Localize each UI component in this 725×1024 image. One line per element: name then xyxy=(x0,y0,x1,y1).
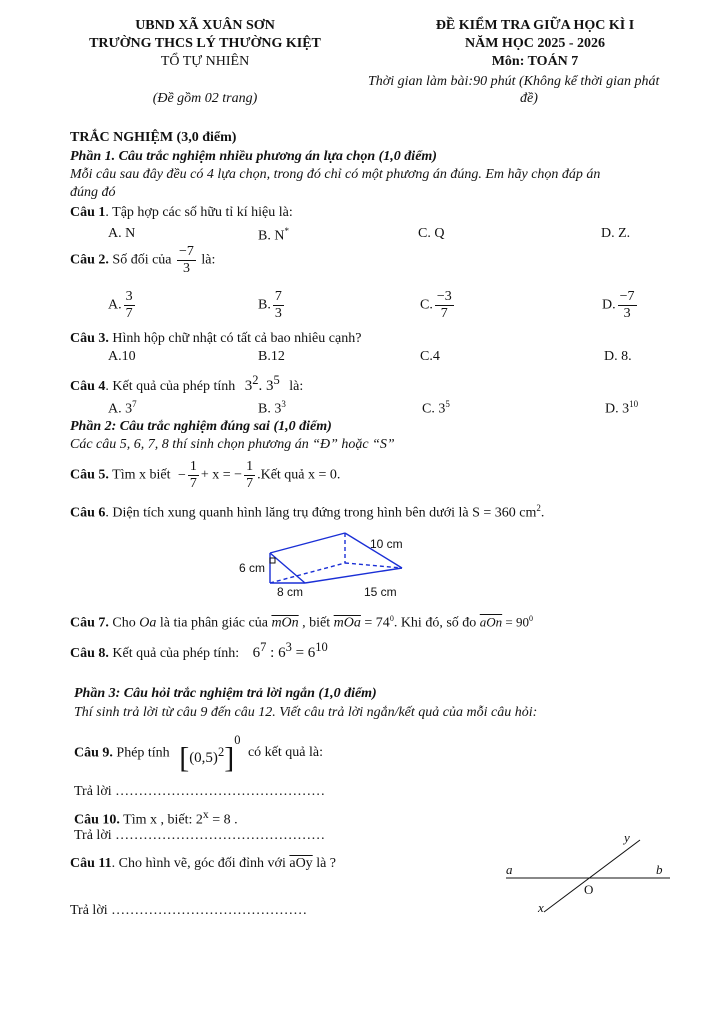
header-district: UBND XÃ XUÂN SƠN xyxy=(135,18,275,33)
q9-exp-inner: 2 xyxy=(217,745,225,759)
q5-label: Câu 5. xyxy=(70,467,109,483)
q2-option-c[interactable] xyxy=(420,289,456,322)
prism-label-15: 15 cm xyxy=(364,585,397,599)
q2-b-num: 7 xyxy=(274,289,282,304)
q2-c-letter: C. xyxy=(420,297,433,313)
label-x: x xyxy=(538,900,544,915)
question-8 xyxy=(70,640,328,662)
q2-a-letter: A. xyxy=(108,297,122,313)
intersecting-lines-figure xyxy=(500,828,675,920)
q5-d2: 7 xyxy=(246,476,254,491)
q4-option-c[interactable] xyxy=(422,399,450,418)
q4-exp1: 2 xyxy=(252,373,259,387)
exam-title: ĐỀ KIỂM TRA GIỮA HỌC KÌ I xyxy=(435,18,635,33)
question-10 xyxy=(74,808,238,829)
part1-title: Phần 1. Câu trắc nghiệm nhiều phương án lựa chọn (1,0 điểm) xyxy=(70,149,437,164)
q1-text: . Tập hợp các số hữu tỉ kí hiệu là: xyxy=(105,205,293,220)
label-o: O xyxy=(584,882,594,897)
prism-hidden-edge xyxy=(345,563,402,568)
q3-option-b[interactable]: B.12 xyxy=(258,349,285,364)
prism-hidden-edge xyxy=(270,563,345,583)
q4-base1: 3 xyxy=(244,378,253,394)
q1-option-c[interactable]: C. Q xyxy=(418,226,445,241)
q7-angle-mon: $\overline{mOn}$ xyxy=(271,615,299,631)
q6-exp: 2 xyxy=(536,503,541,513)
q9-expression xyxy=(179,733,240,774)
q5-tail: .Kết quả x = 0. xyxy=(257,467,341,483)
q7-angle-aon: $\overline{aOn}$ xyxy=(479,614,503,630)
q8-eq: = 6 xyxy=(291,645,316,661)
q2-a-frac xyxy=(124,289,135,322)
q2-frac-num: −7 xyxy=(179,244,194,259)
part2-instr: Các câu 5, 6, 7, 8 thí sinh chọn phương án “Đ” hoặc “S” xyxy=(70,437,395,452)
q5-frac1 xyxy=(188,459,199,492)
q11-label: Câu 11 xyxy=(70,856,112,871)
q2-c-den: 7 xyxy=(440,306,448,321)
time-line-2: đề) xyxy=(520,91,538,106)
q4-base2: . 3 xyxy=(258,378,274,394)
q11-angle: $\overline{aOy}$ xyxy=(289,856,313,871)
q3-text: Hình hộp chữ nhật có tất cả bao nhiêu cạnh? xyxy=(108,331,362,346)
prism-label-6: 6 cm xyxy=(239,561,266,575)
q11-tail: là ? xyxy=(312,856,337,871)
q4-a-text: A. 3 xyxy=(108,401,133,417)
q2-d-letter: D. xyxy=(602,297,616,313)
q9-tail: có kết quả là: xyxy=(247,745,323,761)
q4-expression xyxy=(244,373,280,394)
q5-d1: 7 xyxy=(189,476,197,491)
q7-text4: . Khi đó, số đo xyxy=(393,615,480,631)
q8-label: Câu 8. xyxy=(70,646,109,661)
q8-e1: 7 xyxy=(260,640,267,654)
question-5 xyxy=(70,459,340,492)
q5-minus: − xyxy=(177,467,186,483)
part1-instr-2: đúng đó xyxy=(70,185,116,200)
q8-e3: 10 xyxy=(315,640,328,654)
header-school: TRƯỜNG THCS LÝ THƯỜNG KIỆT xyxy=(89,36,321,51)
part1-instr-1: Mỗi câu sau đây đều có 4 lựa chọn, trong đó chỉ có một phương án đúng. Em hãy chọn đáp án xyxy=(70,167,601,182)
prism-label-10: 10 cm xyxy=(370,537,403,551)
question-2 xyxy=(70,244,215,277)
q2-option-a[interactable] xyxy=(108,289,137,322)
q4-a-exp: 7 xyxy=(132,399,137,409)
part3-instr: Thí sinh trả lời từ câu 9 đến câu 12. Viết câu trả lời ngắn/kết quả của mỗi câu hỏi: xyxy=(74,705,538,720)
q1-option-b-text: B. N xyxy=(258,228,285,244)
q7-label: Câu 7. xyxy=(70,615,109,631)
q6-tail: . xyxy=(540,505,545,521)
question-9 xyxy=(74,733,323,773)
q4-option-b[interactable] xyxy=(258,399,286,418)
question-4 xyxy=(70,373,303,395)
q9-label: Câu 9. xyxy=(74,745,113,761)
q3-label: Câu 3. xyxy=(70,331,109,346)
q4-option-d[interactable] xyxy=(605,399,638,418)
q4-b-text: B. 3 xyxy=(258,401,282,417)
prism-label-8: 8 cm xyxy=(277,585,304,599)
q2-b-letter: B. xyxy=(258,297,271,313)
question-11 xyxy=(70,856,336,872)
q7-text3: , biết xyxy=(298,615,334,631)
question-3 xyxy=(70,331,361,347)
school-year: NĂM HỌC 2025 - 2026 xyxy=(465,36,605,51)
q9-exp-outer: 0 xyxy=(234,733,241,747)
q8-op: : 6 xyxy=(266,645,286,661)
q2-a-num: 3 xyxy=(125,289,133,304)
time-line-1: Thời gian làm bài:90 phút (Không kể thời gian phát xyxy=(368,74,660,89)
q9-open-bracket: [ xyxy=(179,741,190,775)
q4-b-exp: 3 xyxy=(281,399,286,409)
q10-label: Câu 10. xyxy=(74,812,120,828)
q2-fraction xyxy=(177,244,196,277)
answer-line-q11[interactable]: Trả lời …………………………………… xyxy=(70,903,308,918)
q1-option-a[interactable]: A. N xyxy=(108,226,136,241)
part2-title: Phần 2: Câu trắc nghiệm đúng sai (1,0 điểm) xyxy=(70,419,332,434)
q4-d-text: D. 3 xyxy=(605,401,630,417)
q5-n1: 1 xyxy=(189,459,197,474)
q2-c-num: −3 xyxy=(436,289,452,304)
q4-c-text: C. 3 xyxy=(422,401,446,417)
q4-d-exp: 10 xyxy=(629,399,639,409)
q9-text: Phép tính xyxy=(112,745,170,761)
q7-oa: Oa xyxy=(139,615,157,631)
q8-text: Kết quả của phép tính: xyxy=(108,646,240,661)
q2-tail: là: xyxy=(201,252,216,268)
q2-b-den: 3 xyxy=(274,306,282,321)
right-angle-mark xyxy=(270,558,275,563)
q2-text: Số đối của xyxy=(108,252,172,268)
label-a: a xyxy=(506,862,513,877)
q3-option-d[interactable]: D. 8. xyxy=(604,349,632,364)
q7-text2: là tia phân giác của xyxy=(156,615,272,631)
line-xy xyxy=(544,840,640,912)
answer-line-q9[interactable]: Trả lời ……………………………………… xyxy=(74,784,326,799)
q4-option-a[interactable] xyxy=(108,399,137,418)
q5-n2: 1 xyxy=(246,459,254,474)
q4-text: . Kết quả của phép tính xyxy=(105,379,236,394)
q5-text: Tìm x biết xyxy=(108,467,171,483)
q2-d-num: −7 xyxy=(619,289,635,304)
q4-exp2: 5 xyxy=(273,373,280,387)
q10-tail: = 8 . xyxy=(208,812,238,828)
q7-val2: = 74 xyxy=(360,615,390,631)
q9-close-bracket: ] xyxy=(224,741,235,775)
label-y: y xyxy=(624,830,630,845)
q2-c-frac xyxy=(435,289,454,322)
question-6 xyxy=(70,503,544,522)
prism-edge xyxy=(270,533,345,553)
q2-option-b[interactable] xyxy=(258,289,286,322)
q7-angle-moa: $\overline{mOa}$ xyxy=(333,615,361,631)
part3-title: Phần 3: Câu hỏi trắc nghiệm trả lời ngắn (1,0 điểm) xyxy=(74,686,377,701)
q2-option-d[interactable] xyxy=(602,289,639,322)
q8-b1: 6 xyxy=(252,645,261,661)
q10-exp: x xyxy=(202,808,209,821)
q6-text: . Diện tích xung quanh hình lăng trụ đứng trong hình bên dưới là S = 360 cm xyxy=(105,505,537,521)
q9-inner: (0,5) xyxy=(189,750,218,766)
q7-val3: = 90 xyxy=(502,614,529,630)
q4-label: Câu 4 xyxy=(70,379,106,394)
q6-label: Câu 6 xyxy=(70,505,106,521)
q10-text: Tìm x , biết: 2 xyxy=(119,812,203,828)
q2-label: Câu 2. xyxy=(70,252,109,268)
q2-b-frac xyxy=(273,289,284,322)
q11-text: . Cho hình vẽ, góc đối đỉnh với xyxy=(111,856,290,871)
prism-figure xyxy=(230,528,420,603)
header-dept: TỔ TỰ NHIÊN xyxy=(160,54,250,69)
q2-d-frac xyxy=(618,289,637,322)
q2-a-den: 7 xyxy=(125,306,133,321)
q1-option-b-sup: * xyxy=(284,226,289,236)
q5-mid: + x = − xyxy=(200,467,243,483)
q4-tail: là: xyxy=(289,379,304,394)
q7-text1: Cho xyxy=(108,615,140,631)
q3-option-c[interactable]: C.4 xyxy=(420,349,440,364)
q4-c-exp: 5 xyxy=(445,399,450,409)
q1-label: Câu 1 xyxy=(70,205,106,220)
answer-line-q10[interactable]: Trả lời ……………………………………… xyxy=(74,828,326,843)
q8-e2: 3 xyxy=(285,640,292,654)
question-7 xyxy=(70,614,533,632)
question-1 xyxy=(70,205,293,221)
subject: Môn: TOÁN 7 xyxy=(491,54,579,69)
header-pages-note: (Đề gồm 02 trang) xyxy=(152,91,258,106)
section-title: TRẮC NGHIỆM (3,0 điểm) xyxy=(70,130,237,145)
q5-frac2 xyxy=(244,459,255,492)
q8-expression xyxy=(252,640,328,661)
label-b: b xyxy=(656,862,663,877)
q3-option-a[interactable]: A.10 xyxy=(108,349,136,364)
q1-option-d[interactable]: D. Z. xyxy=(601,226,631,241)
q2-frac-den: 3 xyxy=(182,261,190,276)
q1-option-b[interactable] xyxy=(258,226,289,245)
q2-d-den: 3 xyxy=(623,306,631,321)
q7-deg3: 0 xyxy=(529,614,533,623)
q7-deg: 0 xyxy=(389,614,394,623)
